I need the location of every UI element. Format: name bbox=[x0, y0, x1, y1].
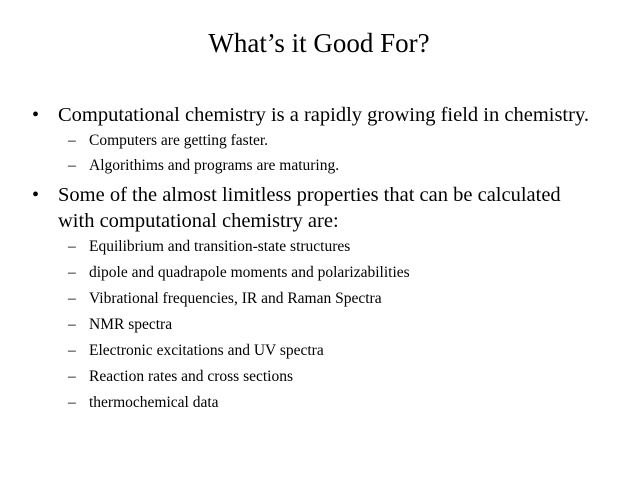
dash-icon: – bbox=[68, 368, 76, 385]
sub-bullet-item bbox=[68, 315, 608, 335]
sub-bullet-text: Equilibrium and transition-state structures bbox=[89, 238, 351, 255]
bullet-icon: • bbox=[32, 184, 40, 206]
sub-bullet-item bbox=[68, 156, 608, 176]
dash-icon: – bbox=[68, 290, 76, 307]
sub-bullet-text: Computers are getting faster. bbox=[89, 132, 269, 149]
sub-bullet-item bbox=[68, 367, 608, 387]
dash-icon: – bbox=[68, 238, 76, 255]
bullet-text: Computational chemistry is a rapidly growing field in chemistry. bbox=[58, 104, 589, 126]
sub-bullet-item bbox=[68, 393, 608, 413]
sub-bullet-item bbox=[68, 237, 608, 257]
sub-bullet-item bbox=[68, 263, 608, 283]
dash-icon: – bbox=[68, 342, 76, 359]
dash-icon: – bbox=[68, 264, 76, 281]
bullet-icon: • bbox=[32, 104, 40, 126]
slide-title: What’s it Good For? bbox=[208, 28, 430, 58]
sub-bullet-text: Vibrational frequencies, IR and Raman Spectra bbox=[89, 290, 382, 307]
sub-bullet-item bbox=[68, 341, 608, 361]
sub-bullet-text: Reaction rates and cross sections bbox=[89, 368, 294, 385]
dash-icon: – bbox=[68, 316, 76, 333]
sub-bullet-text: NMR spectra bbox=[89, 316, 173, 333]
dash-icon: – bbox=[68, 157, 76, 174]
dash-icon: – bbox=[68, 132, 76, 149]
bullet-item bbox=[32, 182, 602, 234]
sub-bullet-text: thermochemical data bbox=[89, 394, 219, 411]
sub-bullet-text: Electronic excitations and UV spectra bbox=[89, 342, 324, 359]
sub-bullet-text: dipole and quadrapole moments and polarizabilities bbox=[89, 264, 410, 281]
sub-bullet-item bbox=[68, 289, 608, 309]
bullet-item bbox=[32, 102, 622, 128]
bullet-text: Some of the almost limitless properties that can be calculated with computational chemistry are: bbox=[58, 184, 561, 232]
sub-bullet-text: Algorithims and programs are maturing. bbox=[89, 157, 340, 174]
dash-icon: – bbox=[68, 394, 76, 411]
sub-bullet-item bbox=[68, 131, 608, 151]
